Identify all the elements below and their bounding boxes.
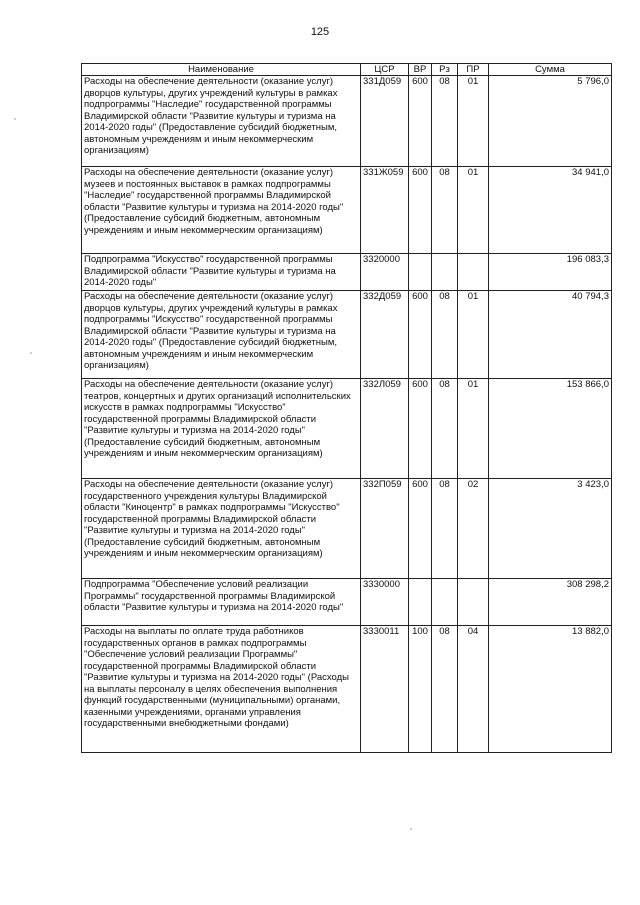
cell-pr: 04 [458,626,489,753]
cell-vr: 600 [409,379,432,479]
cell-sum: 34 941,0 [489,167,612,254]
cell-code: 3330000 [361,579,409,626]
table-row [82,626,612,753]
cell-sum: 308 298,2 [489,579,612,626]
cell-sum: 5 796,0 [489,76,612,167]
cell-code: 332П059 [361,479,409,579]
cell-code: 331Д059 [361,76,409,167]
cell-sum: 3 423,0 [489,479,612,579]
cell-code: 332Д059 [361,291,409,379]
table-row [82,167,612,254]
cell-rz: 08 [432,479,458,579]
cell-rz: 08 [432,76,458,167]
cell-rz: 08 [432,626,458,753]
cell-sum: 13 882,0 [489,626,612,753]
scan-speck [14,118,16,120]
header-pr: ПР [458,64,489,76]
table-row [82,76,612,167]
scan-speck [30,352,32,354]
cell-name: Подпрограмма "Обеспечение условий реализации Программы" государственной программы Владимирской области "Развитие культуры и туризма на 2014-2020 годы" [82,579,361,626]
header-row [82,64,612,76]
table-row [82,579,612,626]
cell-code: 331Ж059 [361,167,409,254]
cell-rz: 08 [432,167,458,254]
cell-name: Расходы на обеспечение деятельности (оказание услуг) государственного учреждения культуры Владимирской области "Киноцентр" в рамках подпрограммы "Искусство" государственной программы Владимирской области "Развитие культуры и туризма на 2014-2020 годы" (Предоставление субсидий бюджетным, автономным учреждениям и иным некоммерческим организациям) [82,479,361,579]
cell-name: Расходы на выплаты по оплате труда работников государственных органов в рамках подпрограммы "Обеспечение условий реализации Программы" государственной программы Владимирской области "Развитие культуры и туризма на 2014-2020 годы" (Расходы на выплаты персоналу в целях обеспечения выполнения функций государственными (муниципальными) органами, казенными учреждениями, органами управления государственными внебюджетными фондами) [82,626,361,753]
cell-vr: 600 [409,76,432,167]
table-row [82,379,612,479]
header-vr: ВР [409,64,432,76]
cell-pr: 01 [458,291,489,379]
cell-pr: 02 [458,479,489,579]
header-name: Наименование [82,64,361,76]
cell-name: Подпрограмма "Искусство" государственной программы Владимирской области "Развитие культуры и туризма на 2014-2020 годы" [82,254,361,291]
cell-pr [458,254,489,291]
cell-rz [432,254,458,291]
cell-code: 332Л059 [361,379,409,479]
cell-vr: 600 [409,479,432,579]
page-number: 125 [310,26,330,38]
cell-name: Расходы на обеспечение деятельности (оказание услуг) театров, концертных и других организаций исполнительских искусств в рамках подпрограммы "Искусство" государственной программы Владимирской области "Развитие культуры и туризма на 2014-2020 годы" (Предоставление субсидий бюджетным, автономным учреждениям и иным некоммерческим организациям) [82,379,361,479]
cell-pr: 01 [458,379,489,479]
scan-speck [410,828,412,830]
cell-sum: 40 794,3 [489,291,612,379]
cell-rz: 08 [432,379,458,479]
cell-sum: 153 866,0 [489,379,612,479]
header-code: ЦСР [361,64,409,76]
table-header [82,64,612,76]
cell-code: 3330011 [361,626,409,753]
header-sum: Сумма [489,64,612,76]
table-row [82,254,612,291]
cell-vr: 600 [409,167,432,254]
cell-name: Расходы на обеспечение деятельности (оказание услуг) музеев и постоянных выставок в рамках подпрограммы "Наследие" государственной программы Владимирской области "Развитие культуры и туризма на 2014-2020 годы" (Предоставление субсидий бюджетным, автономным учреждениям и иным некоммерческим организациям) [82,167,361,254]
cell-pr: 01 [458,167,489,254]
cell-sum: 196 083,3 [489,254,612,291]
header-rz: Рз [432,64,458,76]
cell-rz: 08 [432,291,458,379]
cell-name: Расходы на обеспечение деятельности (оказание услуг) дворцов культуры, других учреждений культуры в рамках подпрограммы "Искусство" государственной программы Владимирской области "Развитие культуры и туризма на 2014-2020 годы" (Предоставление субсидий бюджетным, автономным учреждениям и иным некоммерческим организациям) [82,291,361,379]
table-row [82,479,612,579]
cell-code: 3320000 [361,254,409,291]
cell-vr: 100 [409,626,432,753]
cell-pr [458,579,489,626]
cell-pr: 01 [458,76,489,167]
cell-vr: 600 [409,291,432,379]
cell-vr [409,254,432,291]
cell-vr [409,579,432,626]
budget-table [81,63,612,753]
table-row [82,291,612,379]
cell-name: Расходы на обеспечение деятельности (оказание услуг) дворцов культуры, других учреждений культуры в рамках подпрограммы "Наследие" государственной программы Владимирской области "Развитие культуры и туризма на 2014-2020 годы" (Предоставление субсидий бюджетным, автономным учреждениям и иным некоммерческим организациям) [82,76,361,167]
table-body [82,76,612,753]
cell-rz [432,579,458,626]
